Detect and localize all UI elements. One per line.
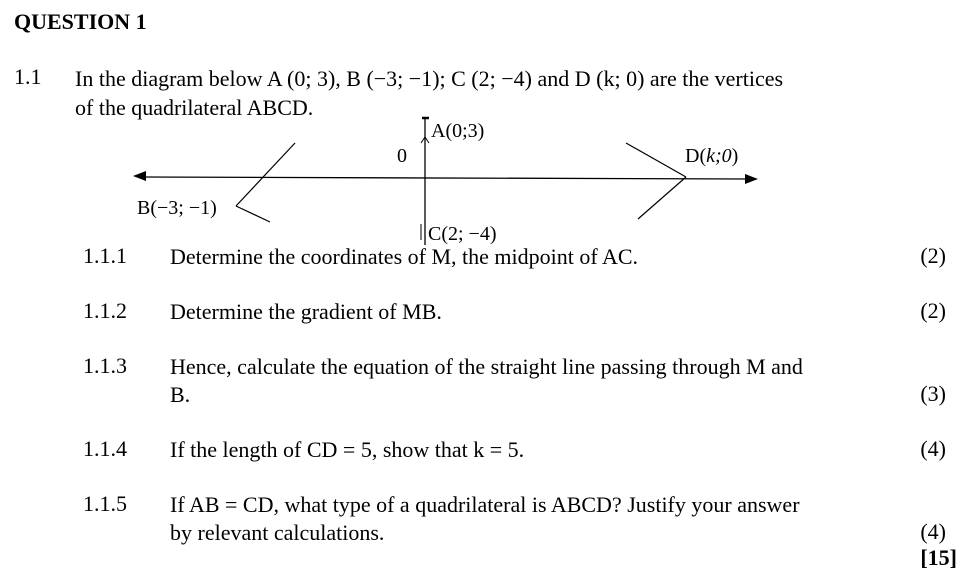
subquestion-text: Determine the coordinates of M, the midpoint of AC. [170,244,639,269]
subquestion-marks: (2) [920,243,946,268]
subquestion-text-line1: Hence, calculate the equation of the straight line passing through M and [170,354,803,379]
subquestion-number: 1.1.3 [83,353,127,378]
question-text-line1: In the diagram below A (0; 3), B (−3; −1); C (2; −4) and D (k; 0) are the vertices [75,66,784,91]
quadrilateral-diagram [0,0,971,250]
question-title: QUESTION 1 [14,9,147,34]
subquestion-number: 1.1.4 [83,436,127,461]
label-b: B(−3; −1) [137,197,217,219]
question-number: 1.1 [14,64,42,89]
subquestion-marks: (4) [920,519,946,544]
subquestion-text-line2: B. [170,382,191,407]
subquestion-number: 1.1.2 [83,298,127,323]
subquestion-marks: (4) [920,436,946,461]
label-d-prefix: D( [685,145,707,167]
subquestion-number: 1.1.1 [83,243,127,268]
label-a: A(0;3) [431,120,485,142]
side-ab [236,143,295,206]
label-d [685,145,738,167]
subquestion-text: Determine the gradient of MB. [170,299,442,324]
subquestion-text [170,491,870,547]
side-cd [638,177,686,219]
subquestion-text: If the length of CD = 5, show that k = 5. [170,437,525,462]
subquestion-text-line1: If AB = CD, what type of a quadrilateral is ABCD? Justify your answer [170,492,800,517]
subquestion-number: 1.1.5 [83,491,127,516]
label-c: C(2; −4) [428,223,497,245]
label-d-suffix: ) [731,145,739,167]
total-marks: [15] [920,545,957,570]
subquestion-marks: (3) [920,381,946,406]
side-ad [626,143,686,177]
x-axis [140,177,748,179]
label-d-k: k; [706,145,722,167]
subquestion-text-line2: by relevant calculations. [170,520,385,545]
label-d-zero: 0 [721,145,732,167]
x-axis-right-arrow [745,174,758,184]
side-bc [236,206,270,222]
x-axis-left-arrow [133,171,146,181]
subquestion-marks: (2) [920,298,946,323]
subquestion-text [170,353,870,409]
question-text-line2: of the quadrilateral ABCD. [75,95,314,120]
label-origin: 0 [397,145,407,167]
